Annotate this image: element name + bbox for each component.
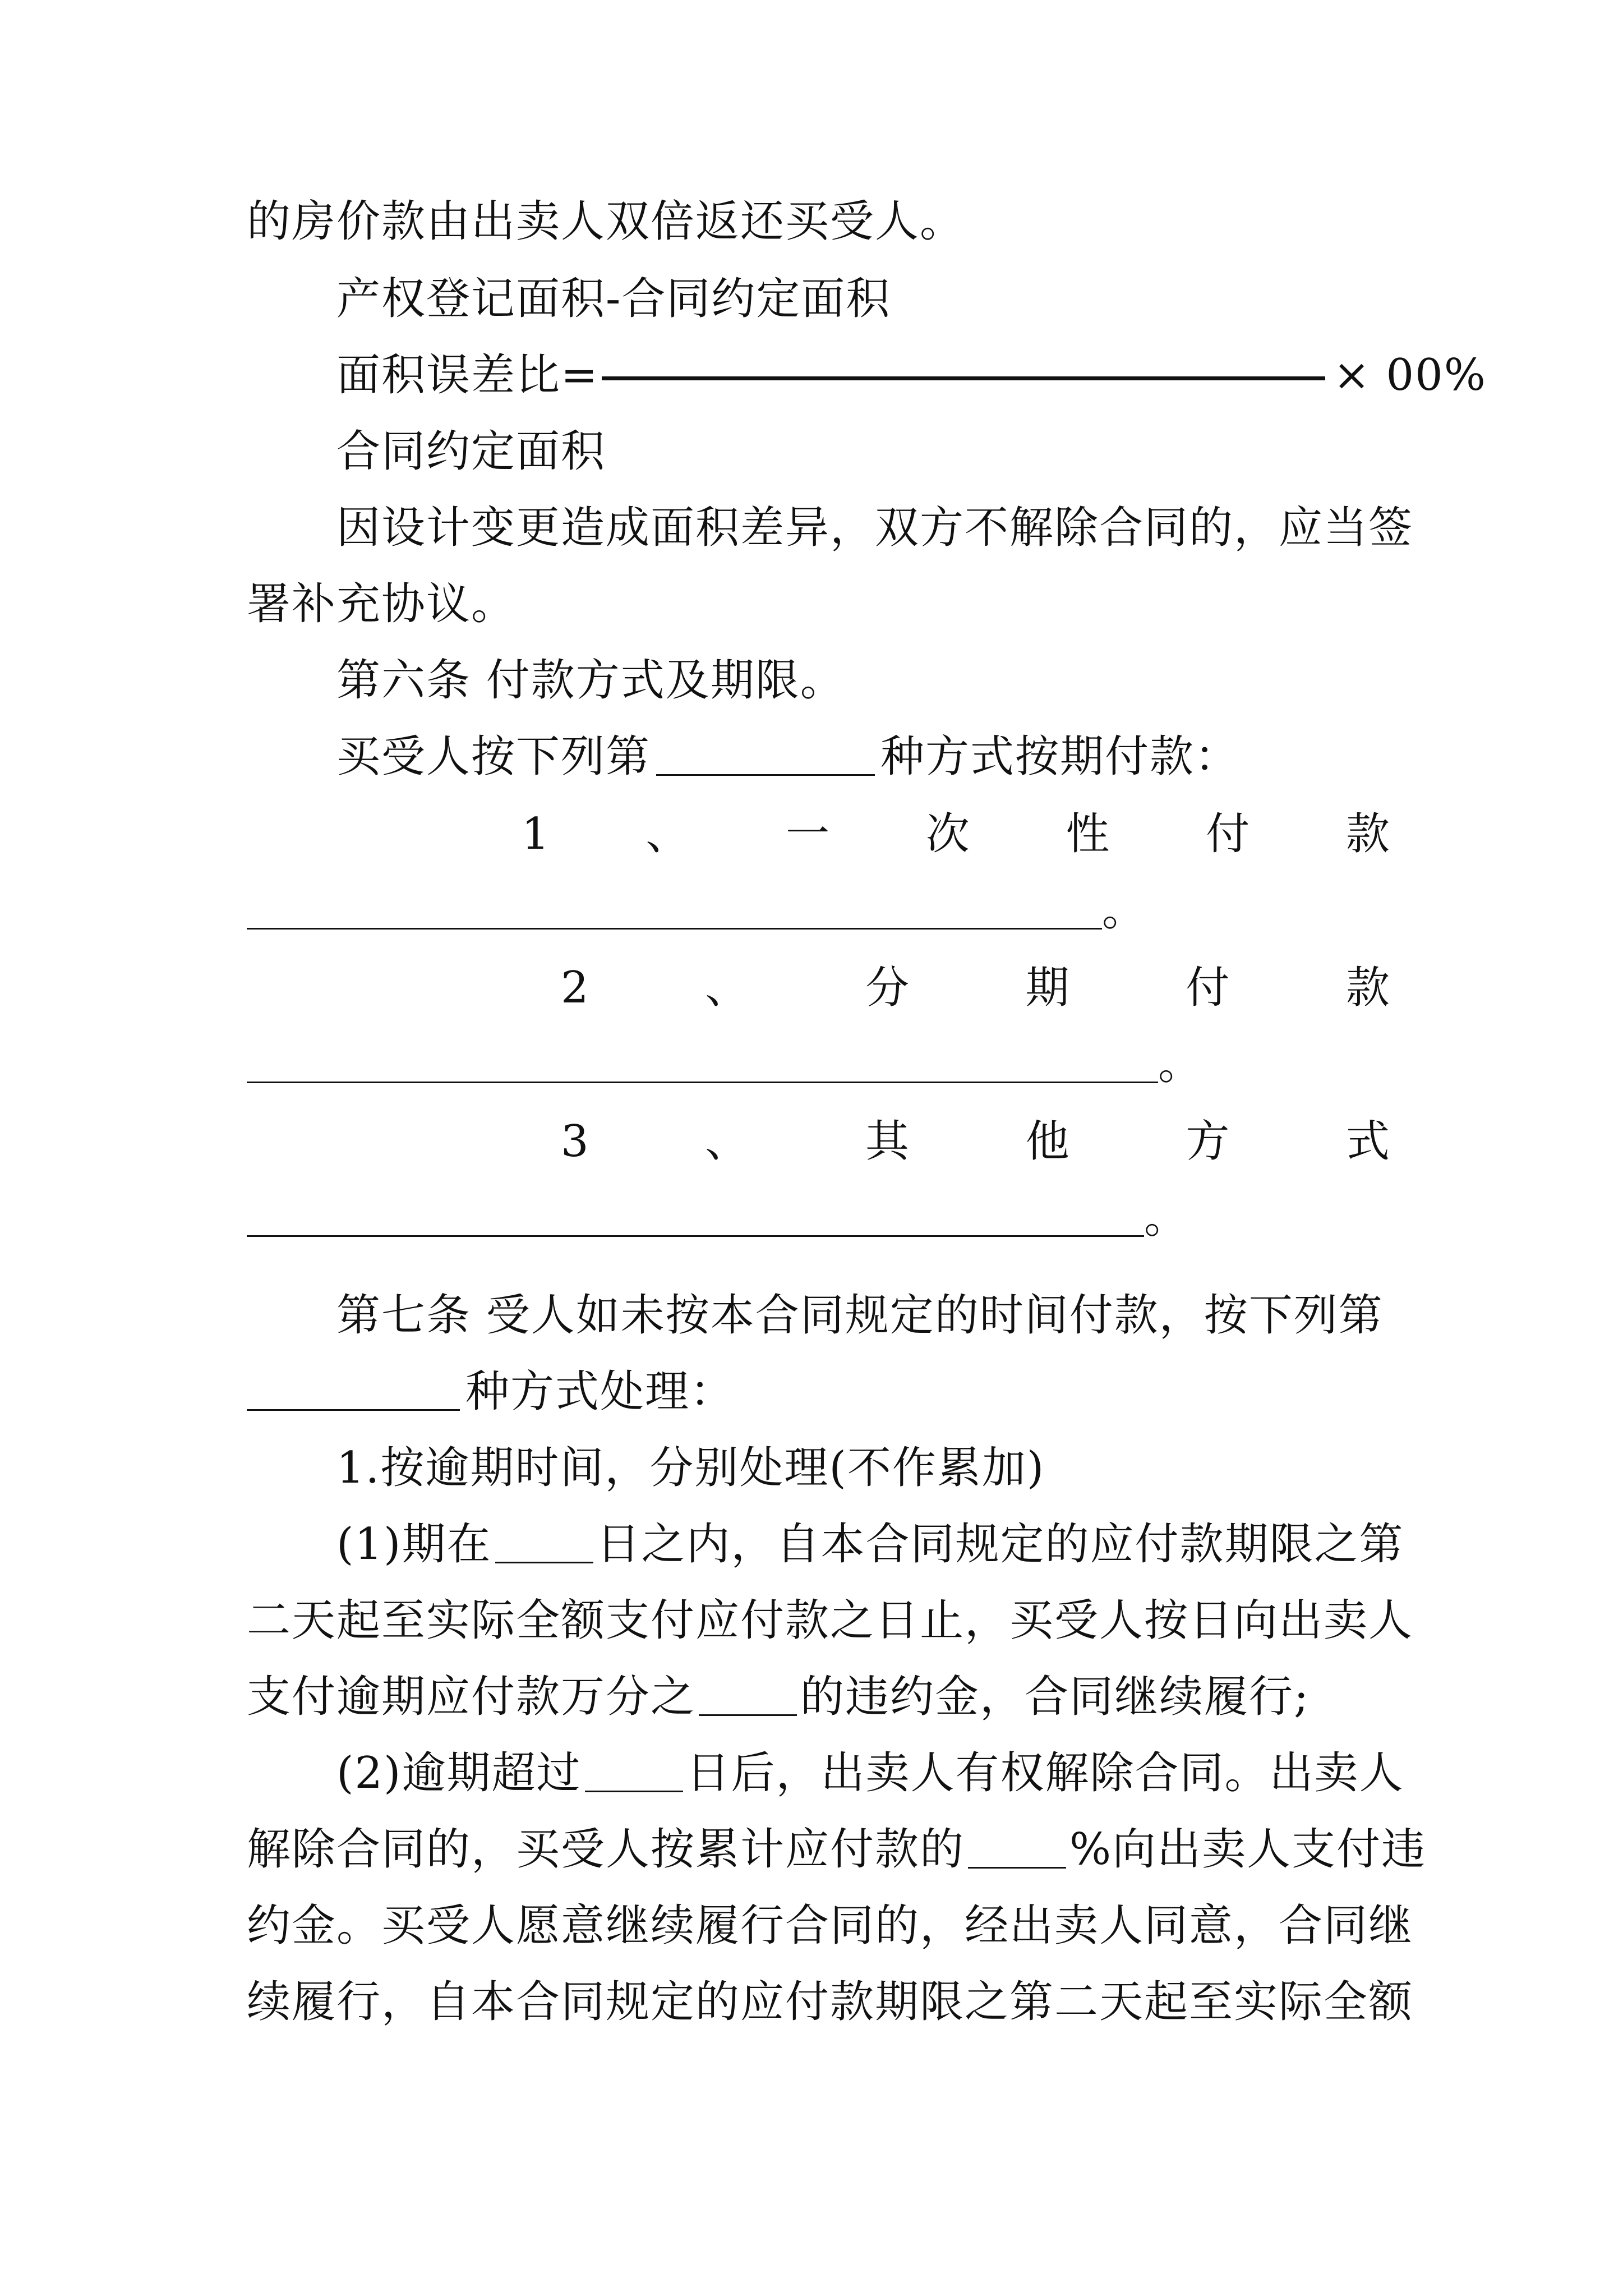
spread-char: 性	[1066, 809, 1111, 859]
fill-blank[interactable]	[247, 1361, 460, 1411]
text-line	[247, 1590, 1414, 1651]
formula-numerator	[336, 268, 1391, 330]
line-text: 合同约定面积	[336, 426, 606, 477]
text-line	[247, 573, 1391, 635]
spread-char: 期	[1025, 963, 1071, 1013]
line-text: 。	[1144, 1193, 1189, 1243]
spread-char: 他	[1025, 1116, 1071, 1167]
line-text: 1.按逾期时间，分别处理(不作累加)	[336, 1443, 1045, 1493]
text-line	[336, 1513, 1404, 1575]
text-line	[336, 726, 1391, 788]
formula-tail: × 00%	[1333, 350, 1487, 401]
line-text: 解除合同的，买受人按累计应付款的	[247, 1824, 965, 1875]
line-text: 因设计变更造成面积差异，双方不解除合同的，应当签	[336, 503, 1414, 553]
formula-denominator	[336, 421, 1391, 482]
fill-blank[interactable]	[699, 1666, 797, 1716]
line-text: %向出卖人支付违	[1069, 1824, 1427, 1875]
text-line	[247, 1971, 1414, 2033]
line-text: 第六条 付款方式及期限。	[336, 655, 845, 706]
spread-char: 次	[925, 809, 971, 859]
fill-blank[interactable]	[968, 1819, 1066, 1869]
fill-blank[interactable]	[495, 1513, 593, 1563]
line-text: 约金。买受人愿意继续履行合同的，经出卖人同意，合同继	[247, 1901, 1414, 1951]
line-text: 续履行，自本合同规定的应付款期限之第二天起至实际全额	[247, 1977, 1414, 2027]
spread-char: 、	[705, 963, 750, 1013]
spread-char: 、	[705, 1116, 750, 1167]
payment-option-2	[561, 957, 1391, 1019]
line-text: (2)逾期超过	[336, 1748, 582, 1798]
spread-char: 1	[522, 809, 551, 859]
article-heading	[336, 1285, 1391, 1346]
fill-blank[interactable]	[247, 1187, 1144, 1237]
line-text: 种方式按期付款：	[880, 731, 1240, 782]
fill-blank[interactable]	[247, 880, 1102, 930]
line-text: 日后，出卖人有权解除合同。出卖人	[686, 1748, 1404, 1798]
spread-char: 方	[1186, 1116, 1231, 1167]
spread-char: 式	[1345, 1116, 1391, 1167]
spread-char: 一	[786, 809, 831, 859]
line-text: 。	[1102, 885, 1147, 936]
spread-char: 付	[1206, 809, 1251, 859]
spread-char: 其	[865, 1116, 910, 1167]
line-text: 产权登记面积-合同约定面积	[336, 274, 891, 324]
spread-char: 、	[645, 809, 691, 859]
line-text: 种方式处理：	[465, 1366, 735, 1417]
line-text: 的违约金，合同继续履行;	[800, 1672, 1310, 1722]
payment-option-1	[522, 803, 1391, 865]
line-text: 支付逾期应付款万分之	[247, 1672, 696, 1722]
formula-line	[336, 344, 1487, 406]
fill-blank[interactable]	[247, 1033, 1158, 1083]
fraction-rule	[602, 376, 1325, 380]
text-line	[336, 1437, 1391, 1499]
payment-option-3	[561, 1111, 1391, 1172]
spread-char: 2	[561, 963, 590, 1013]
spread-char: 分	[865, 963, 910, 1013]
spread-char: 付	[1186, 963, 1231, 1013]
spread-char: 3	[561, 1116, 590, 1167]
text-line	[247, 1819, 1427, 1880]
text-line	[247, 191, 1391, 252]
spread-char: 款	[1345, 809, 1391, 859]
line-text: 署补充协议。	[247, 579, 517, 629]
line-text: 二天起至实际全额支付应付款之日止，买受人按日向出卖人	[247, 1595, 1414, 1646]
text-line	[247, 1666, 1391, 1728]
text-line	[247, 1187, 1391, 1249]
line-text: 的房价款由出卖人双倍返还买受人。	[247, 196, 965, 247]
text-line	[336, 1742, 1404, 1804]
text-line	[247, 1895, 1414, 1957]
line-text: 买受人按下列第	[336, 731, 651, 782]
text-line	[336, 497, 1414, 559]
fill-blank[interactable]	[585, 1742, 683, 1792]
fill-blank[interactable]	[656, 726, 875, 776]
line-text: 日之内，自本合同规定的应付款期限之第	[596, 1519, 1404, 1570]
spread-char: 款	[1345, 963, 1391, 1013]
article-heading	[336, 650, 1391, 711]
text-line	[247, 1033, 1391, 1095]
line-text: 第七条 受人如未按本合同规定的时间付款，按下列第	[336, 1290, 1384, 1341]
text-line	[247, 1361, 1391, 1423]
line-text: 。	[1158, 1039, 1204, 1089]
formula-label: 面积误差比=	[336, 350, 599, 401]
text-line	[247, 880, 1391, 941]
line-text: (1)期在	[336, 1519, 492, 1570]
